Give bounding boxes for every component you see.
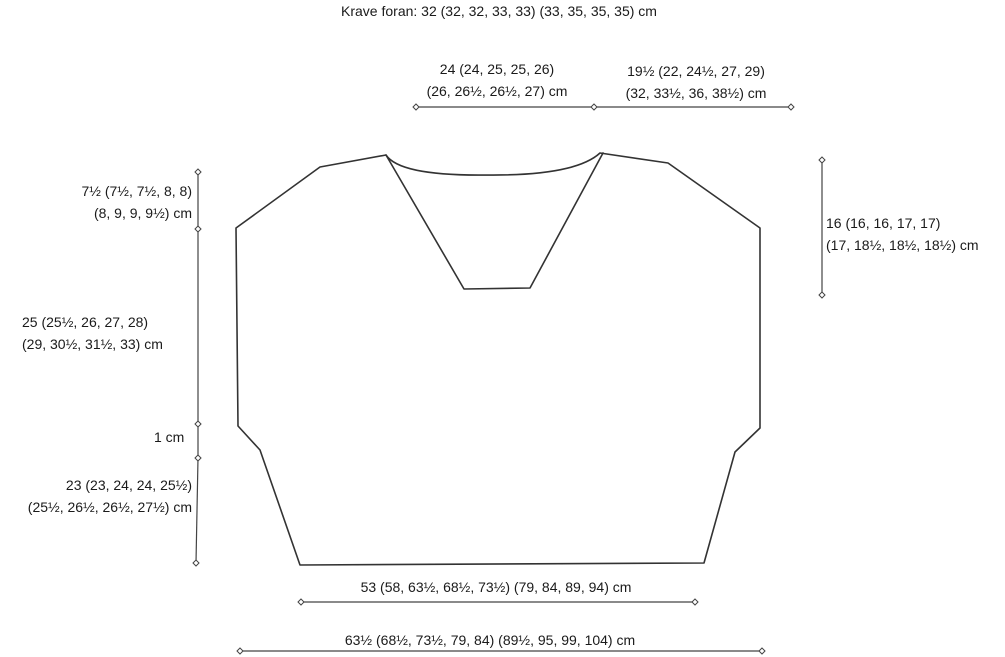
garment-outline (236, 153, 760, 565)
neck-opening (386, 153, 603, 289)
measure-markers (193, 104, 825, 654)
hem-length-line (196, 458, 198, 563)
neck-width-label: 24 (24, 25, 25, 26) (26, 26½, 26½, 27) cm (426, 61, 568, 99)
shoulder-drop-label: 7½ (7½, 7½, 8, 8) (8, 9, 9, 9½) cm (81, 183, 192, 221)
collar-title: Krave foran: 32 (32, 32, 33, 33) (33, 35, 35, 35) cm (341, 3, 657, 19)
body-length-label: 25 (25½, 26, 27, 28) (29, 30½, 31½, 33) cm (22, 314, 163, 352)
total-width-label: 63½ (68½, 73½, 79, 84) (89½, 95, 99, 104) cm (344, 632, 636, 648)
armhole-depth-label: 16 (16, 16, 17, 17) (17, 18½, 18½, 18½) cm (826, 215, 979, 253)
shoulder-width-label: 19½ (22, 24½, 27, 29) (32, 33½, 36, 38½) cm (625, 63, 767, 101)
hem-length-label: 23 (23, 24, 24, 25½) (25½, 26½, 26½, 27½) cm (27, 477, 192, 515)
gap-label: 1 cm (154, 429, 185, 445)
hem-width-label: 53 (58, 63½, 68½, 73½) (79, 84, 89, 94) cm (360, 579, 632, 595)
